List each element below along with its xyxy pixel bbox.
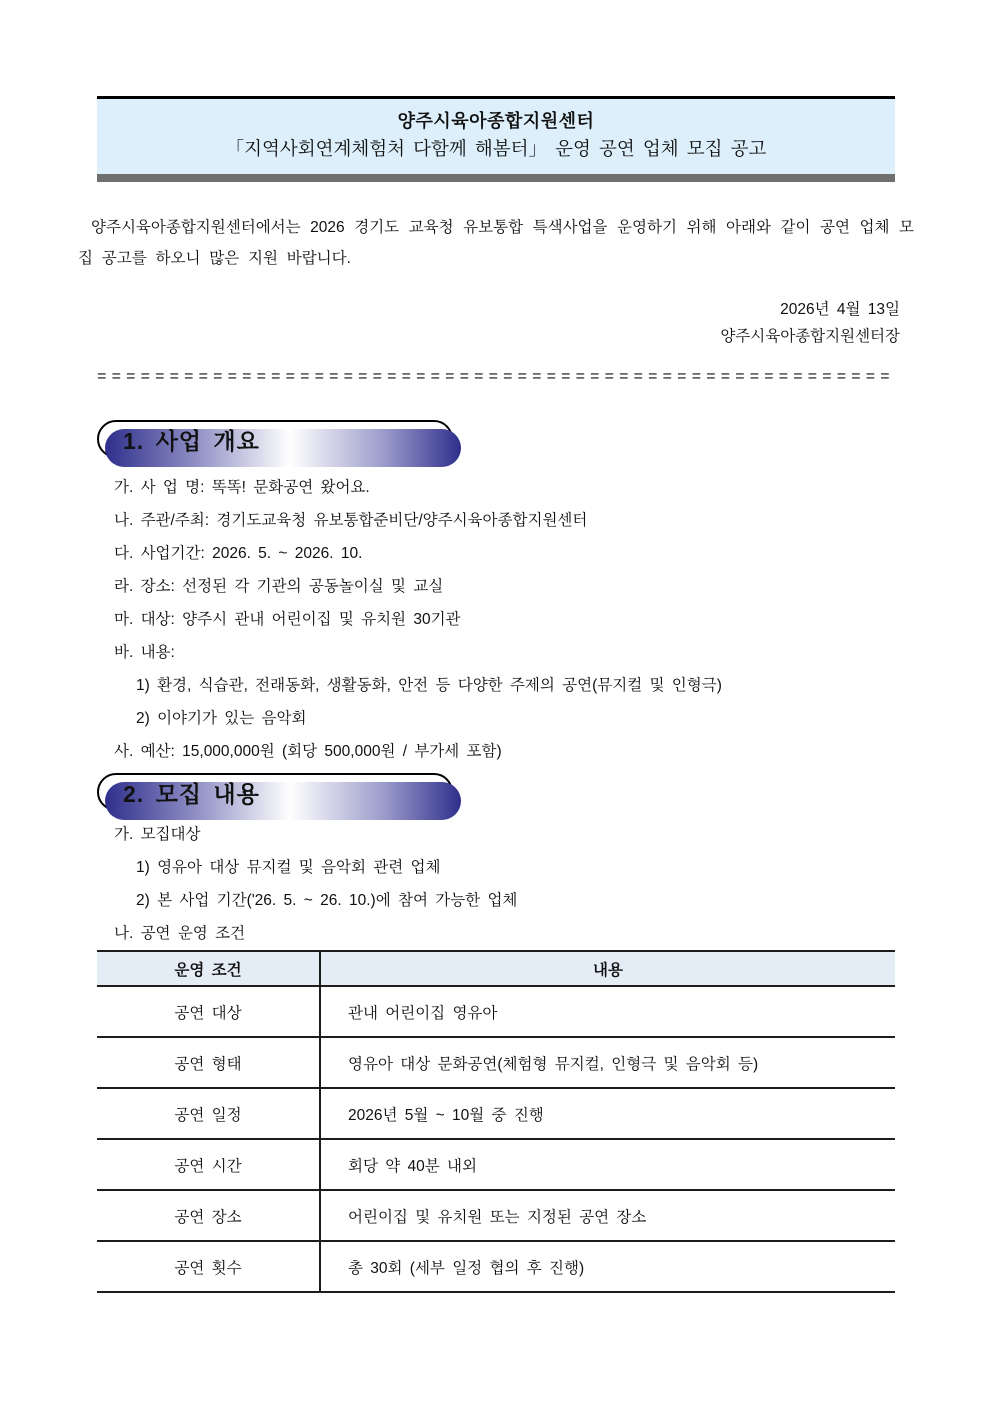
content-cell: 관내 어린이집 영유아: [320, 986, 895, 1037]
condition-cell: 공연 일정: [97, 1088, 320, 1139]
table-header-row: [97, 951, 895, 986]
org-title: 양주시육아종합지원센터: [397, 111, 595, 131]
table-row: [97, 1190, 895, 1241]
condition-cell: 공연 장소: [97, 1190, 320, 1241]
list-item: 사. 예산: 15,000,000원 (회당 500,000원 / 부가세 포함): [114, 743, 502, 760]
equals-separator: =======================================================: [97, 368, 895, 386]
condition-cell: 공연 대상: [97, 986, 320, 1037]
list-item: 2) 본 사업 기간('26. 5. ~ 26. 10.)에 참여 가능한 업체: [136, 892, 518, 909]
content-cell: 어린이집 및 유치원 또는 지정된 공연 장소: [320, 1190, 895, 1241]
signer-title: 양주시육아종합지원센터장: [720, 328, 900, 345]
table-row: [97, 986, 895, 1037]
condition-cell: 공연 시간: [97, 1139, 320, 1190]
table-row: [97, 1037, 895, 1088]
content-cell: 영유아 대상 문화공연(체험형 뮤지컬, 인형극 및 음악회 등): [320, 1037, 895, 1088]
section-1-list: [78, 471, 914, 768]
announcement-date: 2026년 4월 13일: [780, 301, 900, 318]
list-item: 바. 내용:: [114, 644, 175, 661]
content-cell: 2026년 5월 ~ 10월 중 진행: [320, 1088, 895, 1139]
intro-paragraph: 양주시육아종합지원센터에서는 2026 경기도 교육청 유보통합 특색사업을 운영하기 위해 아래와 같이 공연 업체 모집 공고를 하오니 많은 지원 바랍니다.: [78, 219, 914, 267]
list-item: 나. 주관/주최: 경기도교육청 유보통합준비단/양주시육아종합지원센터: [114, 512, 588, 529]
list-item: 나. 공연 운영 조건: [114, 925, 246, 942]
list-item: 가. 사 업 명: 똑똑! 문화공연 왔어요.: [114, 479, 370, 496]
table-row: [97, 1241, 895, 1292]
notice-header-box: [97, 96, 895, 182]
list-item: 1) 영유아 대상 뮤지컬 및 음악회 관련 업체: [136, 859, 441, 876]
section-2-heading: [97, 773, 453, 811]
list-item: 2) 이야기가 있는 음악회: [136, 710, 307, 727]
section-2-title: 2. 모집 내용: [123, 780, 260, 807]
list-item: 1) 환경, 식습관, 전래동화, 생활동화, 안전 등 다양한 주제의 공연(뮤지컬 및 인형극): [136, 677, 722, 694]
list-item: 다. 사업기간: 2026. 5. ~ 2026. 10.: [114, 545, 363, 562]
section-1-heading: [97, 420, 453, 458]
conditions-table: [97, 950, 895, 1293]
content-column-header: 내용: [320, 951, 895, 986]
table-row: [97, 1088, 895, 1139]
section-1-title: 1. 사업 개요: [123, 427, 260, 454]
list-item: 가. 모집대상: [114, 826, 201, 843]
condition-column-header: 운영 조건: [97, 951, 320, 986]
condition-cell: 공연 형태: [97, 1037, 320, 1088]
conditions-table-head: [97, 951, 895, 986]
conditions-table-body: [97, 986, 895, 1292]
date-block: [78, 296, 914, 350]
list-item: 라. 장소: 선정된 각 기관의 공동놀이실 및 교실: [114, 578, 444, 595]
table-row: [97, 1139, 895, 1190]
notice-subtitle: 「지역사회연계체험처 다함께 해봄터」 운영 공연 업체 모집 공고: [225, 138, 767, 159]
condition-cell: 공연 횟수: [97, 1241, 320, 1292]
content-cell: 총 30회 (세부 일정 협의 후 진행): [320, 1241, 895, 1292]
section-2-list: [78, 818, 914, 950]
content-cell: 회당 약 40분 내외: [320, 1139, 895, 1190]
list-item: 마. 대상: 양주시 관내 어린이집 및 유치원 30기관: [114, 611, 461, 628]
